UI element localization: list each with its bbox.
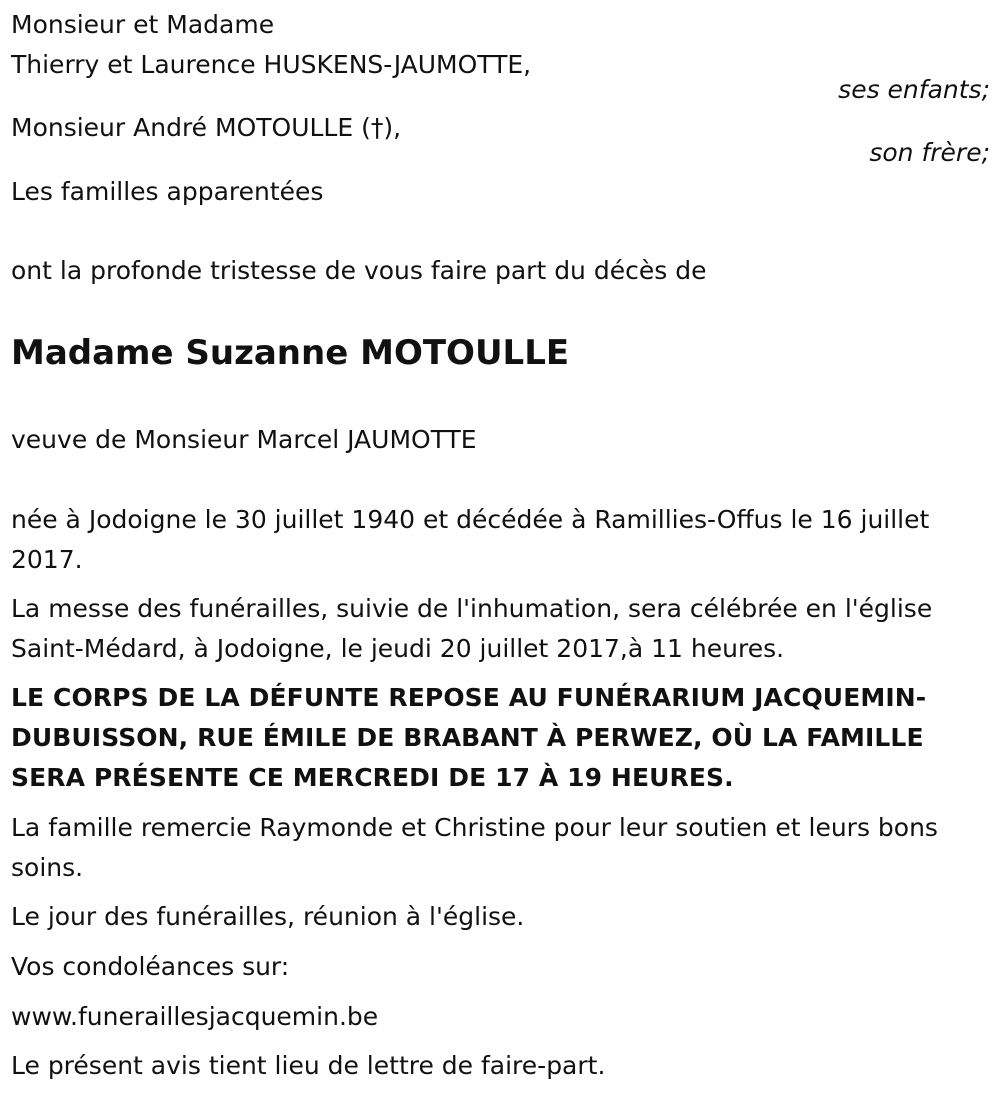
website-link[interactable]: www.funeraillesjacquemin.be [11,1002,379,1031]
widow-of-text: veuve de Monsieur Marcel JAUMOTTE [11,425,477,454]
closing-text: Le présent avis tient lieu de lettre de faire-part. [11,1051,606,1080]
condolences-label: Vos condoléances sur: [11,952,290,981]
mass-text: La messe des funérailles, suivie de l'inhumation, sera célébrée en l'église Saint-Médard, à Jodoigne, le jeudi 20 juillet 2017,à 11 heures. [11,594,933,663]
birth-death-text: née à Jodoigne le 30 juillet 1940 et décédée à Ramillies-Offus le 16 juillet 2017. [11,505,930,574]
viewing-text: LE CORPS DE LA DÉFUNTE REPOSE AU FUNÉRARIUM JACQUEMIN-DUBUISSON, RUE ÉMILE DE BRABANT À PERWEZ, OÙ LA FAMILLE SERA PRÉSENTE CE MERCREDI DE 17 À 19 HEURES. [11,683,927,792]
family-line-1: Monsieur et Madame [11,10,275,39]
deceased-name: Madame Suzanne MOTOULLE [11,333,570,373]
family-line-3: Monsieur André MOTOULLE (†), [11,113,402,142]
family-line-2: Thierry et Laurence HUSKENS-JAUMOTTE, [11,50,532,79]
role-brother: son frère; [869,138,990,167]
role-children: ses enfants; [838,75,990,104]
thanks-text: La famille remercie Raymonde et Christine pour leur soutien et leurs bons soins. [11,813,938,882]
announcement-text: ont la profonde tristesse de vous faire part du décès de [11,256,707,285]
meeting-text: Le jour des funérailles, réunion à l'église. [11,902,525,931]
family-line-4: Les familles apparentées [11,177,324,206]
